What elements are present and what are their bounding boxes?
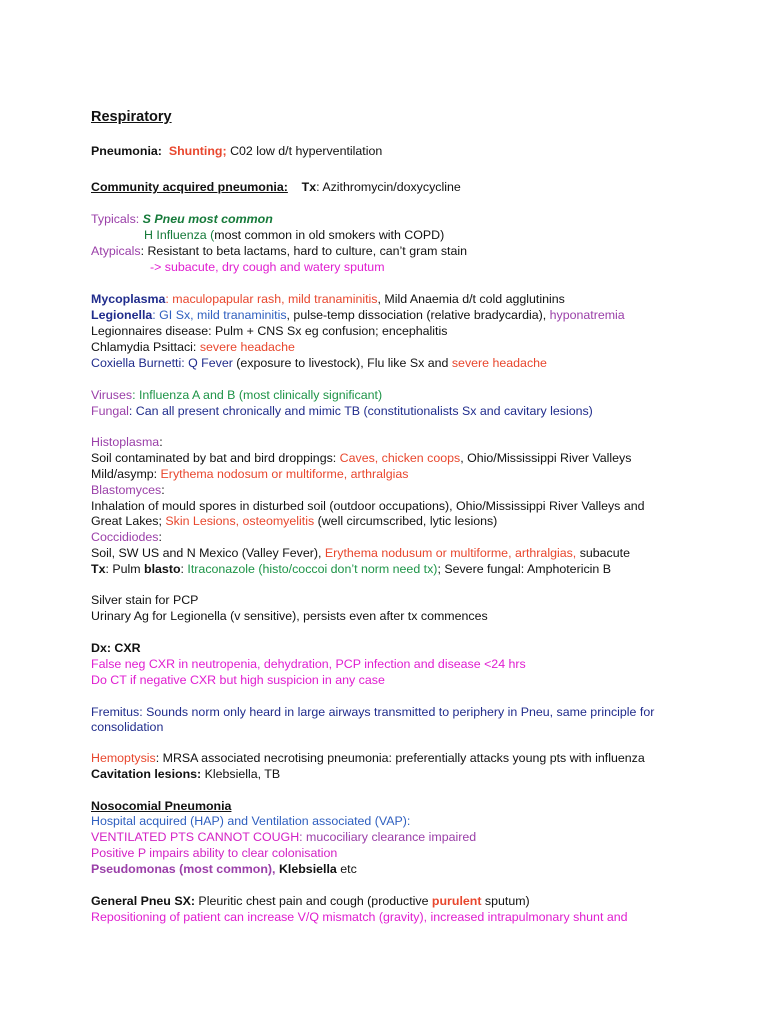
hemoptysis-line [91,750,645,766]
pneumonia-label: Pneumonia: [91,144,162,158]
legionella-text: , pulse-temp dissociation (relative bradycardia), [286,308,550,322]
viruses-text: : Influenza A and B (most clinically significant) [132,388,383,402]
histoplasma-mild-line [91,466,408,482]
pneumonia-line [91,143,382,159]
blasto-inhalation-line: Inhalation of mould spores in disturbed soil (outdoor occupations), Ohio/Mississippi River Valleys and [91,499,645,513]
blastomyces-line [91,482,165,498]
coccidiodes-label: Coccidiodes [91,530,159,544]
urinary-ag-line: Urinary Ag for Legionella (v sensitive), persists even after tx commences [91,609,488,623]
viruses-line [91,387,382,403]
cap-heading: Community acquired pneumonia: [91,180,288,194]
false-neg-line: False neg CXR in neutropenia, dehydration, PCP infection and disease <24 hrs [91,657,526,671]
atypicals-text: : Resistant to beta lactams, hard to culture, can’t gram stain [140,244,468,258]
fungal-line [91,403,593,419]
hemoptysis-text: : MRSA associated necrotising pneumonia: preferentially attacks young pts with influenza [155,751,645,765]
general-sx-label: General Pneu SX: [91,894,195,908]
s-pneu-text: S Pneu most common [142,212,273,226]
cocci-soil-text: Soil, SW US and N Mexico (Valley Fever), [91,546,325,560]
coxiella-label: Coxiella Burnetti: Q Fever [91,356,233,370]
atypicals-note: -> subacute, dry cough and watery sputum [150,260,385,274]
cocci-erythema-text: Erythema nodusum or multiforme, arthralgias, [324,546,577,560]
general-sx-text: Pleuritic chest pain and cough (productive [194,894,432,908]
fungal-text: : Can all present chronically and mimic TB (constitutionalists Sx and cavitary lesions) [128,404,593,418]
histoplasma-source-line [91,450,631,466]
hemoptysis-label: Hemoptysis [91,751,156,765]
fungal-tx-pulm: : Pulm [105,562,145,576]
silver-stain-line: Silver stain for PCP [91,593,199,607]
shunting-text: Shunting; [168,144,227,158]
fungal-tx-line [91,561,611,577]
histo-valley-text: , Ohio/Mississippi River Valleys [460,451,632,465]
chlamydia-label: Chlamydia Psittaci: [91,340,200,354]
typicals-label: Typicals: [91,212,143,226]
blastomyces-label: Blastomyces [91,483,162,497]
cocci-soil-line [91,545,630,561]
positive-p-line: Positive P impairs ability to clear colonisation [91,846,338,860]
hap-vap-line: Hospital acquired (HAP) and Ventilation associated (VAP): [91,814,411,828]
blasto-lakes-text: Great Lakes; [91,514,166,528]
histo-mild-label: Mild/asymp: [91,467,161,481]
blastomyces-colon: : [161,483,165,497]
fungal-tx-blasto: blasto [144,562,181,576]
sputum-text: sputum) [481,894,530,908]
legionella-line [91,307,625,323]
h-influenza-text: H Influenza ( [144,228,215,242]
histo-mild-text: Erythema nodosum or multiforme, arthralgias [160,467,409,481]
blasto-lakes-line [91,513,497,529]
general-sx-line [91,893,530,909]
mycoplasma-red: : maculopapular rash, mild tranaminitis [165,292,378,306]
chlamydia-headache: severe headache [199,340,295,354]
legionella-label: Legionella [91,308,153,322]
pseudomonas-text: Pseudomonas (most common), [91,862,276,876]
coxiella-headache: severe headache [451,356,547,370]
cavitation-text: Klebsiella, TB [201,767,281,781]
fungal-tx-severe: ; Severe fungal: Amphotericin B [437,562,612,576]
histoplasma-colon: : [159,435,163,449]
coxiella-line [91,355,547,371]
histo-source-text: Soil contaminated by bat and bird droppings: [91,451,340,465]
histo-caves-text: Caves, chicken coops [339,451,461,465]
fungal-tx-colon: : [180,562,188,576]
pseudomonas-line [91,861,357,877]
legionnaires-line: Legionnaires disease: Pulm + CNS Sx eg confusion; encephalitis [91,324,448,338]
mycoplasma-line [91,291,565,307]
fungal-tx-label: Tx [91,562,106,576]
cap-tx-label: Tx [301,180,317,194]
h-influenza-note: most common in old smokers with COPD) [214,228,445,242]
typicals-line [91,211,273,227]
cavitation-label: Cavitation lesions: [91,767,202,781]
cavitation-line [91,766,280,782]
repositioning-line: Repositioning of patient can increase V/Q mismatch (gravity), increased intrapulmonary shunt and [91,910,628,924]
viruses-label: Viruses [91,388,133,402]
ventilated-line [91,829,476,845]
purulent-text: purulent [431,894,482,908]
atypicals-label: Atypicals [91,244,141,258]
mycoplasma-label: Mycoplasma [91,292,166,306]
cap-tx-text: : Azithromycin/doxycycline [316,180,461,194]
blasto-lesion-text: (well circumscribed, lytic lesions) [314,514,498,528]
coxiella-text: (exposure to livestock), Flu like Sx and [232,356,452,370]
co2-text: C02 low d/t hyperventilation [226,144,383,158]
page-title: Respiratory [91,109,172,125]
legionella-blue: : GI Sx, mild tranaminitis [152,308,287,322]
ventilated-text: VENTILATED PTS CANNOT COUGH [91,830,300,844]
atypicals-line [91,243,467,259]
mucociliary-text: : mucociliary clearance impaired [299,830,477,844]
mycoplasma-text: , Mild Anaemia d/t cold agglutinins [377,292,565,306]
dx-cxr-heading: Dx: CXR [91,641,141,655]
fungal-tx-itraconazole: Itraconazole (histo/coccoi don’t norm need tx) [187,562,438,576]
coccidiodes-colon: : [158,530,162,544]
chlamydia-line [91,339,295,355]
blasto-skin-text: Skin Lesions, osteomyelitis [165,514,315,528]
histoplasma-line [91,434,163,450]
fungal-label: Fungal [91,404,129,418]
cocci-subacute-text: subacute [576,546,630,560]
cap-heading-line [91,179,461,195]
h-influenza-line [144,227,444,243]
etc-text: etc [336,862,357,876]
coccidiodes-line [91,529,162,545]
histoplasma-label: Histoplasma [91,435,160,449]
fremitus-line: Fremitus: Sounds norm only heard in large airways transmitted to periphery in Pneu, same principle for [91,705,655,719]
klebsiella-text: Klebsiella [275,862,337,876]
hyponatremia-text: hyponatremia [549,308,625,322]
do-ct-line: Do CT if negative CXR but high suspicion in any case [91,673,385,687]
nosocomial-heading: Nosocomial Pneumonia [91,799,232,813]
consolidation-line: consolidation [91,720,164,734]
